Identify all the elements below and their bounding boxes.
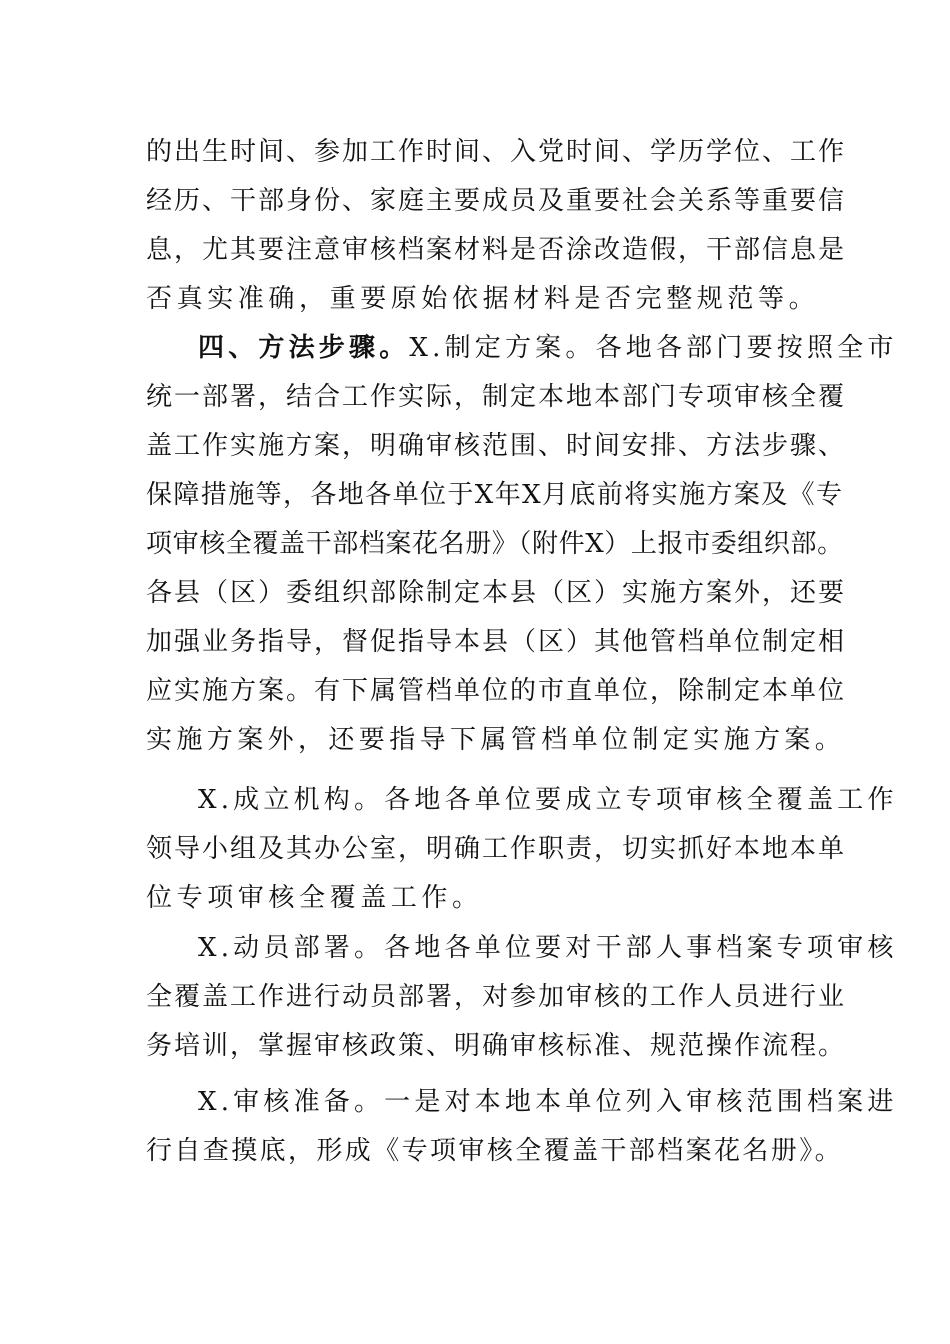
section-first-line: X.制定方案。各地各部门要按照全市 [409, 333, 898, 363]
text-line: 的出生时间、参加工作时间、入党时间、学历学位、工作 [146, 137, 847, 167]
text-line: 各县（区）委组织部除制定本县（区）实施方案外，还要 [146, 578, 847, 608]
text-line: 统一部署，结合工作实际，制定本地本部门专项审核全覆 [146, 382, 847, 412]
text-line: 应实施方案。有下属管档单位的市直单位，除制定本单位 [146, 676, 847, 706]
section-heading-line [198, 330, 898, 366]
text-line: 盖工作实施方案，明确审核范围、时间安排、方法步骤、 [146, 431, 847, 461]
section-heading: 四、方法步骤。 [198, 333, 410, 363]
text-line: 领导小组及其办公室，明确工作职责，切实抓好本地本单 [146, 834, 847, 864]
text-line: 实施方案外，还要指导下属管档单位制定实施方案。 [146, 725, 846, 755]
text-line: 行自查摸底，形成《专项审核全覆盖干部档案花名册》。 [146, 1136, 844, 1166]
text-line: 务培训，掌握审核政策、明确审核标准、规范操作流程。 [146, 1031, 847, 1061]
text-line: 保障措施等，各地各单位于X年X月底前将实施方案及《专 [146, 480, 844, 510]
text-line: X.审核准备。一是对本地本单位列入审核范围档案进 [198, 1087, 898, 1117]
text-line: X.动员部署。各地各单位要对干部人事档案专项审核 [198, 933, 898, 963]
text-line: 全覆盖工作进行动员部署，对参加审核的工作人员进行业 [146, 982, 847, 1012]
text-line: 经历、干部身份、家庭主要成员及重要社会关系等重要信 [146, 186, 847, 216]
text-line: 否真实准确，重要原始依据材料是否完整规范等。 [146, 284, 820, 314]
text-line: 项审核全覆盖干部档案花名册》（附件X）上报市委组织部。 [146, 529, 844, 559]
text-line: 息，尤其要注意审核档案材料是否涂改造假，干部信息是 [146, 235, 847, 265]
text-line: X.成立机构。各地各单位要成立专项审核全覆盖工作 [198, 785, 898, 815]
text-line: 位专项审核全覆盖工作。 [146, 883, 483, 913]
text-line: 加强业务指导，督促指导本县（区）其他管档单位制定相 [146, 627, 847, 657]
